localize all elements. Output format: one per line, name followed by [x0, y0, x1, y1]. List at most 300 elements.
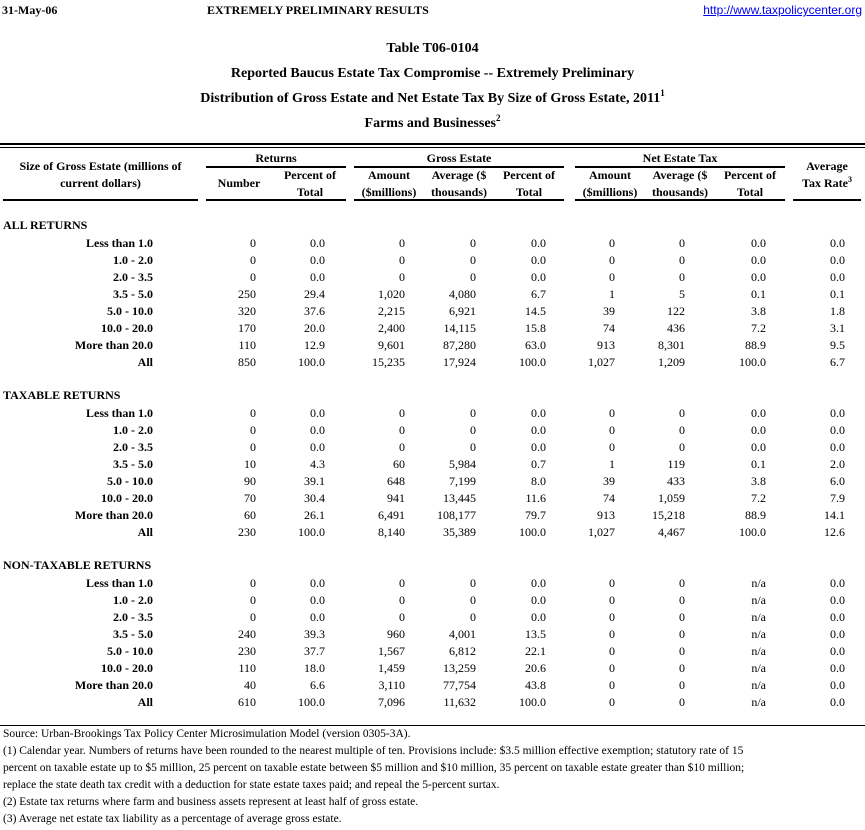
- table-row: [0, 354, 865, 371]
- returns-percent-cell: 4.3: [310, 457, 325, 471]
- net-percent-cell: 88.9: [745, 508, 766, 522]
- avg-tax-rate-cell: 0.0: [830, 644, 845, 658]
- net-percent-cell: 0.1: [751, 287, 766, 301]
- net-estate-tax-bottom-rule: [575, 199, 785, 201]
- avg-tax-rate-cell: 14.1: [824, 508, 845, 522]
- table-row: [0, 524, 865, 541]
- net-amount-cell: 74: [603, 491, 615, 505]
- returns-number-cell: 0: [250, 406, 256, 420]
- ge-average-cell: 77,754: [443, 678, 476, 692]
- net-average-cell: 436: [667, 321, 685, 335]
- ge-percent-cell: 0.0: [531, 576, 546, 590]
- table-category: Farms and Businesses$^2$: [364, 113, 501, 131]
- ge-percent-cell: 22.1: [525, 644, 546, 658]
- tax-policy-center-link[interactable]: http://www.taxpolicycenter.org: [703, 3, 862, 17]
- net-amount-cell: 1: [609, 287, 615, 301]
- row-label: Less than 1.0: [85, 576, 153, 590]
- size-header-rule: [3, 199, 198, 201]
- net-percent-cell: 0.0: [751, 423, 766, 437]
- returns-number-cell: 60: [244, 508, 256, 522]
- net-average-cell: 0: [679, 270, 685, 284]
- footnote-ref-2: 2: [495, 113, 501, 123]
- returns-number-cell: 110: [238, 661, 256, 675]
- ge-amount-cell: 1,459: [378, 661, 405, 675]
- ge-average-cell: 0: [470, 236, 476, 250]
- avg-tax-rate-cell: 0.0: [830, 627, 845, 641]
- ge-percent-cell: 0.0: [531, 406, 546, 420]
- net-average-cell: 0: [679, 627, 685, 641]
- net-average-cell: 0: [679, 576, 685, 590]
- ge-average-cell: 0: [470, 423, 476, 437]
- ge-amount-cell: 8,140: [378, 525, 405, 539]
- row-label: 2.0 - 3.5: [113, 440, 153, 454]
- row-label: All: [137, 695, 153, 709]
- returns-group-header: Returns: [255, 151, 297, 165]
- avg-tax-rate-cell: 0.0: [830, 423, 845, 437]
- ge-amount-cell: 0: [399, 423, 405, 437]
- net-percent-cell: n/a: [751, 661, 766, 675]
- ge-amount-cell: 2,215: [378, 304, 405, 318]
- table-row: [0, 677, 865, 694]
- row-label: More than 20.0: [74, 508, 153, 522]
- table-row: [0, 269, 865, 286]
- ge-average-header: Average ($ thousands): [430, 168, 488, 199]
- returns-number-cell: 110: [238, 338, 256, 352]
- avg-tax-rate-cell: 6.7: [830, 355, 845, 369]
- net-average-cell: 0: [679, 695, 685, 709]
- source-note: Source: Urban-Brookings Tax Policy Center Microsimulation Model (version 0305-3A).: [3, 728, 411, 740]
- ge-amount-cell: 0: [399, 236, 405, 250]
- footnote-ref-1: 1: [660, 88, 665, 98]
- net-average-cell: 0: [679, 678, 685, 692]
- avg-tax-rate-cell: 2.0: [830, 457, 845, 471]
- ge-amount-cell: 3,110: [378, 678, 405, 692]
- ge-percent-cell: 20.6: [525, 661, 546, 675]
- returns-number-cell: 0: [250, 423, 256, 437]
- net-estate-tax-group-header: Net Estate Tax: [642, 151, 718, 165]
- net-percent-cell: n/a: [751, 627, 766, 641]
- ge-amount-cell: 0: [399, 440, 405, 454]
- ge-amount-cell: 648: [387, 474, 405, 488]
- returns-number-header: Number: [217, 176, 261, 190]
- section-title: ALL RETURNS: [3, 218, 88, 232]
- row-label: 3.5 - 5.0: [113, 287, 153, 301]
- avg-tax-rate-cell: 0.0: [830, 576, 845, 590]
- net-amount-cell: 39: [603, 304, 615, 318]
- ge-average-cell: 0: [470, 440, 476, 454]
- avg-tax-rate-cell: 0.0: [830, 236, 845, 250]
- ge-percent-cell: 0.7: [531, 457, 546, 471]
- returns-percent-cell: 0.0: [310, 610, 325, 624]
- row-label: 2.0 - 3.5: [113, 610, 153, 624]
- ge-average-cell: 11,632: [443, 695, 476, 709]
- net-amount-cell: 1,027: [588, 355, 615, 369]
- net-percent-cell: 7.2: [751, 321, 766, 335]
- ge-average-cell: 0: [470, 610, 476, 624]
- row-label: 3.5 - 5.0: [113, 627, 153, 641]
- returns-percent-cell: 37.7: [304, 644, 325, 658]
- avg-tax-rate-cell: 3.1: [830, 321, 845, 335]
- net-amount-cell: 39: [603, 474, 615, 488]
- returns-number-cell: 40: [244, 678, 256, 692]
- net-amount-cell: 0: [609, 678, 615, 692]
- ge-amount-cell: 1,020: [378, 287, 405, 301]
- row-label: More than 20.0: [74, 338, 153, 352]
- net-amount-cell: 913: [597, 338, 615, 352]
- row-label: All: [137, 355, 153, 369]
- net-amount-cell: 0: [609, 270, 615, 284]
- ge-average-cell: 87,280: [443, 338, 476, 352]
- returns-percent-cell: 0.0: [310, 270, 325, 284]
- table-row: [0, 320, 865, 337]
- net-average-cell: 1,209: [658, 355, 685, 369]
- avg-tax-rate-cell: 0.0: [830, 406, 845, 420]
- returns-number-cell: 0: [250, 576, 256, 590]
- returns-number-cell: 850: [238, 355, 256, 369]
- ge-average-cell: 13,259: [443, 661, 476, 675]
- table-row: [0, 609, 865, 626]
- avg-tax-rate-cell: 0.0: [830, 610, 845, 624]
- net-percent-cell: 0.0: [751, 440, 766, 454]
- returns-percent-cell: 100.0: [298, 695, 325, 709]
- row-label: 2.0 - 3.5: [113, 270, 153, 284]
- ge-percent-cell: 63.0: [525, 338, 546, 352]
- net-average-cell: 0: [679, 644, 685, 658]
- ge-average-cell: 4,080: [449, 287, 476, 301]
- net-amount-cell: 0: [609, 661, 615, 675]
- returns-number-cell: 320: [238, 304, 256, 318]
- row-label: 10.0 - 20.0: [101, 321, 153, 335]
- avg-tax-rate-cell: 0.0: [830, 593, 845, 607]
- net-average-cell: 0: [679, 253, 685, 267]
- table-row: [0, 337, 865, 354]
- net-average-cell: 0: [679, 593, 685, 607]
- net-average-cell: 433: [667, 474, 685, 488]
- ge-amount-cell: 6,491: [378, 508, 405, 522]
- net-percent-cell: 0.1: [751, 457, 766, 471]
- net-percent-cell: n/a: [751, 576, 766, 590]
- row-label: All: [137, 525, 153, 539]
- net-percent-cell: 100.0: [739, 525, 766, 539]
- ge-percent-cell: 11.6: [525, 491, 546, 505]
- net-average-cell: 0: [679, 423, 685, 437]
- report-date: 31-May-06: [2, 3, 58, 17]
- net-percent-cell: n/a: [751, 593, 766, 607]
- avg-tax-rate-cell: 0.0: [830, 661, 845, 675]
- ge-amount-cell: 1,567: [378, 644, 405, 658]
- avg-tax-rate-cell: 0.0: [830, 678, 845, 692]
- net-amount-cell: 0: [609, 440, 615, 454]
- ge-percent-cell: 0.0: [531, 423, 546, 437]
- table-title: Reported Baucus Estate Tax Compromise -- Extremely Preliminary: [230, 66, 635, 81]
- ge-amount-cell: 960: [387, 627, 405, 641]
- returns-percent-cell: 29.4: [304, 287, 325, 301]
- row-label: Less than 1.0: [85, 236, 153, 250]
- returns-number-cell: 0: [250, 236, 256, 250]
- returns-percent-cell: 0.0: [310, 406, 325, 420]
- returns-number-cell: 0: [250, 270, 256, 284]
- returns-number-cell: 230: [238, 644, 256, 658]
- avg-tax-rate-cell: 9.5: [830, 338, 845, 352]
- ge-amount-cell: 941: [387, 491, 405, 505]
- returns-percent-cell: 100.0: [298, 355, 325, 369]
- returns-number-cell: 70: [244, 491, 256, 505]
- avg-tax-rate-cell: 6.0: [830, 474, 845, 488]
- table-row: [0, 626, 865, 643]
- net-percent-cell: 100.0: [739, 355, 766, 369]
- size-column-header: Size of Gross Estate (millions of current dollars): [19, 159, 182, 190]
- ge-amount-cell: 0: [399, 610, 405, 624]
- ge-amount-cell: 9,601: [378, 338, 405, 352]
- net-percent-cell: 0.0: [751, 253, 766, 267]
- ge-average-cell: 17,924: [443, 355, 476, 369]
- table-row: [0, 456, 865, 473]
- net-average-cell: 8,301: [658, 338, 685, 352]
- returns-bottom-rule: [206, 199, 346, 201]
- returns-percent-cell: 0.0: [310, 593, 325, 607]
- ge-amount-cell: 7,096: [378, 695, 405, 709]
- section-title: NON-TAXABLE RETURNS: [3, 558, 152, 572]
- ge-percent-header: Percent of Total: [502, 168, 556, 199]
- returns-percent-cell: 39.3: [304, 627, 325, 641]
- ge-average-cell: 108,177: [437, 508, 476, 522]
- ge-average-cell: 6,812: [449, 644, 476, 658]
- net-average-cell: 0: [679, 661, 685, 675]
- ge-percent-cell: 100.0: [519, 525, 546, 539]
- returns-percent-cell: 0.0: [310, 236, 325, 250]
- ge-average-cell: 4,001: [449, 627, 476, 641]
- footnote-ref-3: 3: [847, 175, 852, 184]
- net-amount-cell: 0: [609, 610, 615, 624]
- net-amount-cell: 0: [609, 593, 615, 607]
- avg-tax-rate-cell: 12.6: [824, 525, 845, 539]
- avg-tax-rate-cell: 0.0: [830, 695, 845, 709]
- table-row: [0, 643, 865, 660]
- ge-average-cell: 14,115: [443, 321, 476, 335]
- ge-percent-cell: 100.0: [519, 695, 546, 709]
- ge-average-cell: 35,389: [443, 525, 476, 539]
- ge-average-cell: 5,984: [449, 457, 476, 471]
- ge-percent-cell: 43.8: [525, 678, 546, 692]
- returns-number-cell: 0: [250, 610, 256, 624]
- footnote-1-line-2: percent on taxable estate up to $5 million, 25 percent on taxable estate between $5 million and $10 million, 35 percent on taxable estate greater than $10 million;: [3, 762, 745, 774]
- returns-percent-cell: 12.9: [304, 338, 325, 352]
- gross-estate-group-header: Gross Estate: [426, 151, 492, 165]
- top-rule: [0, 143, 865, 145]
- table-row: [0, 592, 865, 609]
- row-label: 1.0 - 2.0: [113, 253, 153, 267]
- table-row: [0, 405, 865, 422]
- ge-amount-cell: 0: [399, 576, 405, 590]
- footnote-2: (2) Estate tax returns where farm and business assets represent at least half of gross estate.: [3, 796, 419, 808]
- ge-average-cell: 6,921: [449, 304, 476, 318]
- status-banner: EXTREMELY PRELIMINARY RESULTS: [207, 3, 429, 17]
- net-amount-cell: 1,027: [588, 525, 615, 539]
- ge-amount-cell: 60: [393, 457, 405, 471]
- table-row: [0, 490, 865, 507]
- net-percent-cell: 0.0: [751, 270, 766, 284]
- returns-percent-cell: 0.0: [310, 576, 325, 590]
- ge-amount-cell: 2,400: [378, 321, 405, 335]
- net-percent-header: Percent of Total: [723, 168, 777, 199]
- table-row: [0, 439, 865, 456]
- top-rule-2: [0, 147, 865, 148]
- net-amount-cell: 0: [609, 253, 615, 267]
- returns-number-cell: 170: [238, 321, 256, 335]
- returns-percent-cell: 0.0: [310, 423, 325, 437]
- table-row: [0, 660, 865, 677]
- net-percent-cell: 3.8: [751, 304, 766, 318]
- net-amount-header: Amount ($millions): [582, 168, 638, 199]
- table-row: [0, 422, 865, 439]
- avg-tax-rate-cell: 7.9: [830, 491, 845, 505]
- title-block: [0, 36, 865, 136]
- ge-percent-cell: 13.5: [525, 627, 546, 641]
- row-label: 3.5 - 5.0: [113, 457, 153, 471]
- ge-percent-cell: 15.8: [525, 321, 546, 335]
- net-average-cell: 4,467: [658, 525, 685, 539]
- row-label: More than 20.0: [74, 678, 153, 692]
- ge-percent-cell: 14.5: [525, 304, 546, 318]
- ge-percent-cell: 0.0: [531, 610, 546, 624]
- ge-percent-cell: 0.0: [531, 270, 546, 284]
- returns-percent-cell: 20.0: [304, 321, 325, 335]
- net-percent-cell: n/a: [751, 678, 766, 692]
- returns-percent-cell: 6.6: [310, 678, 325, 692]
- net-average-cell: 0: [679, 440, 685, 454]
- net-average-cell: 15,218: [652, 508, 685, 522]
- returns-number-cell: 10: [244, 457, 256, 471]
- row-label: 10.0 - 20.0: [101, 491, 153, 505]
- table-subtitle: Distribution of Gross Estate and Net Estate Tax By Size of Gross Estate, 2011$^1$: [200, 88, 665, 106]
- avg-tax-rate-cell: 1.8: [830, 304, 845, 318]
- table-row: [0, 286, 865, 303]
- net-amount-cell: 1: [609, 457, 615, 471]
- net-average-cell: 0: [679, 406, 685, 420]
- returns-number-cell: 250: [238, 287, 256, 301]
- table-row: [0, 303, 865, 320]
- ge-percent-cell: 0.0: [531, 253, 546, 267]
- table-id: Table T06-0104: [386, 41, 479, 56]
- footnote-1-line-1: (1) Calendar year. Numbers of returns have been rounded to the nearest multiple of ten. Provisions include: $3.5 million effective exemption; statutory rate of 15: [3, 745, 744, 757]
- ge-percent-cell: 0.0: [531, 440, 546, 454]
- net-average-cell: 1,059: [658, 491, 685, 505]
- ge-percent-cell: 8.0: [531, 474, 546, 488]
- table-row: [0, 252, 865, 269]
- section-title: TAXABLE RETURNS: [3, 388, 121, 402]
- net-amount-cell: 0: [609, 695, 615, 709]
- ge-amount-cell: 0: [399, 406, 405, 420]
- returns-percent-header: Percent of Total: [283, 168, 337, 199]
- returns-percent-cell: 37.6: [304, 304, 325, 318]
- net-percent-cell: n/a: [751, 644, 766, 658]
- footnote-1-line-3: replace the state death tax credit with a deduction for state estate taxes paid; and repeal the 5-percent surtax.: [3, 779, 500, 791]
- net-amount-cell: 0: [609, 406, 615, 420]
- net-amount-cell: 0: [609, 236, 615, 250]
- row-label: 5.0 - 10.0: [107, 304, 153, 318]
- ge-percent-cell: 6.7: [531, 287, 546, 301]
- net-amount-cell: 0: [609, 644, 615, 658]
- ge-amount-cell: 0: [399, 253, 405, 267]
- avg-tax-rate-cell: 0.0: [830, 270, 845, 284]
- ge-average-cell: 0: [470, 593, 476, 607]
- ge-amount-cell: 15,235: [372, 355, 405, 369]
- returns-number-cell: 610: [238, 695, 256, 709]
- ge-amount-cell: 0: [399, 593, 405, 607]
- net-average-cell: 5: [679, 287, 685, 301]
- net-average-cell: 119: [667, 457, 685, 471]
- avg-tax-rate-cell: 0.1: [830, 287, 845, 301]
- net-percent-cell: n/a: [751, 695, 766, 709]
- ge-average-cell: 13,445: [443, 491, 476, 505]
- row-label: 5.0 - 10.0: [107, 644, 153, 658]
- row-label: 1.0 - 2.0: [113, 423, 153, 437]
- avg-tax-rate-cell: 0.0: [830, 253, 845, 267]
- ge-average-cell: 0: [470, 253, 476, 267]
- returns-number-cell: 0: [250, 593, 256, 607]
- returns-percent-cell: 0.0: [310, 253, 325, 267]
- returns-percent-cell: 18.0: [304, 661, 325, 675]
- net-percent-cell: 0.0: [751, 406, 766, 420]
- ge-average-cell: 0: [470, 406, 476, 420]
- net-average-cell: 0: [679, 236, 685, 250]
- returns-percent-cell: 0.0: [310, 440, 325, 454]
- returns-percent-cell: 26.1: [304, 508, 325, 522]
- footnote-3: (3) Average net estate tax liability as a percentage of average gross estate.: [3, 813, 342, 825]
- ge-percent-cell: 0.0: [531, 593, 546, 607]
- ge-percent-cell: 0.0: [531, 236, 546, 250]
- rate-bottom-rule: [793, 199, 861, 201]
- net-average-header: Average ($ thousands): [651, 168, 709, 199]
- top-bar: [0, 3, 865, 19]
- footnotes: [0, 725, 865, 825]
- avg-tax-rate-header: Average Tax Rate$^3$: [802, 159, 852, 190]
- row-label: 10.0 - 20.0: [101, 661, 153, 675]
- returns-number-cell: 90: [244, 474, 256, 488]
- net-average-cell: 0: [679, 610, 685, 624]
- net-percent-cell: 7.2: [751, 491, 766, 505]
- ge-amount-header: Amount ($millions): [361, 168, 417, 199]
- ge-percent-cell: 79.7: [525, 508, 546, 522]
- table-row: [0, 507, 865, 524]
- returns-number-cell: 0: [250, 253, 256, 267]
- net-amount-cell: 0: [609, 627, 615, 641]
- net-percent-cell: 3.8: [751, 474, 766, 488]
- net-average-cell: 122: [667, 304, 685, 318]
- ge-percent-cell: 100.0: [519, 355, 546, 369]
- ge-average-cell: 7,199: [449, 474, 476, 488]
- returns-percent-cell: 30.4: [304, 491, 325, 505]
- net-percent-cell: 0.0: [751, 236, 766, 250]
- gross-estate-bottom-rule: [354, 199, 564, 201]
- returns-percent-cell: 39.1: [304, 474, 325, 488]
- net-amount-cell: 0: [609, 423, 615, 437]
- net-amount-cell: 0: [609, 576, 615, 590]
- net-amount-cell: 913: [597, 508, 615, 522]
- net-amount-cell: 74: [603, 321, 615, 335]
- returns-number-cell: 240: [238, 627, 256, 641]
- net-percent-cell: 88.9: [745, 338, 766, 352]
- table-row: [0, 575, 865, 592]
- returns-percent-cell: 100.0: [298, 525, 325, 539]
- avg-tax-rate-cell: 0.0: [830, 440, 845, 454]
- returns-number-cell: 0: [250, 440, 256, 454]
- row-label: Less than 1.0: [85, 406, 153, 420]
- net-percent-cell: n/a: [751, 610, 766, 624]
- table-row: [0, 235, 865, 252]
- table-row: [0, 473, 865, 490]
- row-label: 5.0 - 10.0: [107, 474, 153, 488]
